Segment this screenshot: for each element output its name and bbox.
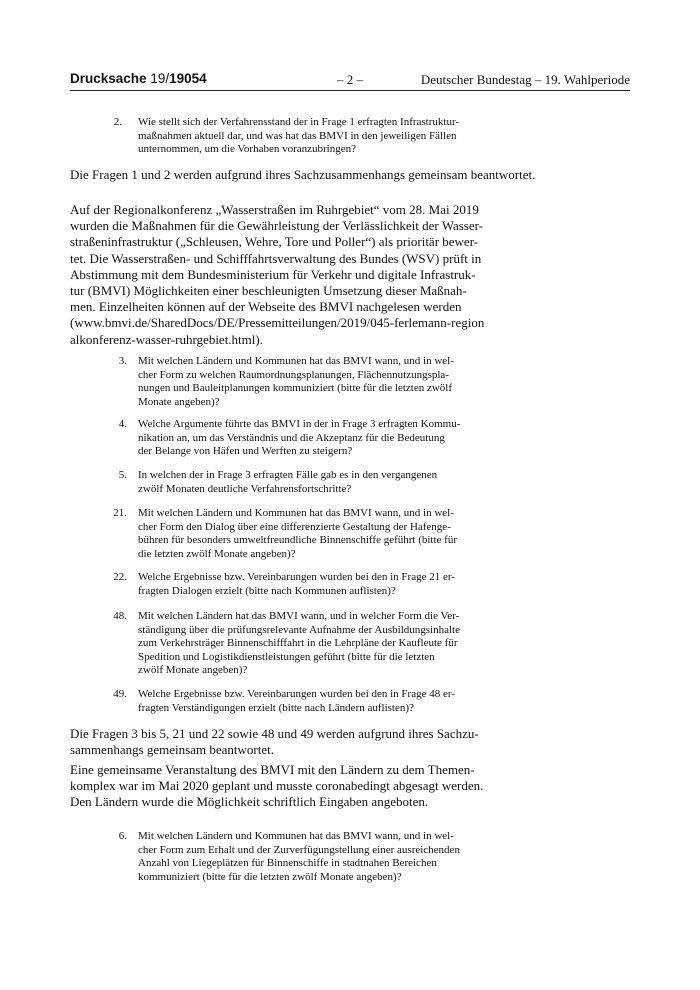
question-text [138,830,592,884]
text-line: wurden die Maßnahmen für die Gewährleistung der Verlässlichkeit der Wasser- [70,218,483,234]
text-line: men. Einzelheiten können auf der Webseite des BMVI nachgelesen werden [70,299,462,315]
answer-paragraph-4 [70,762,632,811]
text-line: nungen und Bauleitplanungen kommuniziert (bitte für die letzten zwölf [138,382,453,395]
text-line: zwölf Monate angeben)? [138,664,248,677]
text-line: tur (BMVI) Möglichkeiten einer beschleunigten Umsetzung dieser Maßnah- [70,283,467,299]
text-line: fragten Verständigungen erzielt (bitte nach Ländern auflisten)? [138,701,414,714]
text-line: Auf der Regionalkonferenz „Wasserstraßen im Ruhrgebiet“ vom 28. Mai 2019 [70,202,479,217]
text-line: cher Form den Dialog über eine differenzierte Gestaltung der Hafenge- [138,520,451,533]
drucksache-label: Drucksache [70,71,147,86]
question-number: 2. [113,116,122,128]
text-line: sammenhangs gemeinsam beantwortet. [70,742,274,758]
text-line: Monate angeben)? [138,395,220,408]
text-line: maßnahmen aktuell dar, und was hat das BMVI in den jeweiligen Fällen [138,129,457,142]
text-line: Die Fragen 3 bis 5, 21 und 22 sowie 48 und 49 werden aufgrund ihres Sachzu- [70,726,479,741]
question-text [138,116,592,157]
text-line: Abstimmung mit dem Bundesministerium für Verkehr und digitale Infrastruk- [70,266,476,282]
text-line: Mit welchen Ländern und Kommunen hat das BMVI wann, und in wel- [138,830,454,842]
number-prefix: 19/ [150,71,170,86]
text-line: Mit welchen Ländern und Kommunen hat das BMVI wann, und in wel- [138,355,454,367]
question-text [138,571,592,598]
question-number: 21. [113,507,127,519]
text-line: unternommen, um die Vorhaben voranzubringen? [138,143,357,156]
answer-paragraph-1: Die Fragen 1 und 2 werden aufgrund ihres Sachzusammenhangs gemeinsam beantwortet. [70,167,536,182]
text-line: komplex war im Mai 2020 geplant und musste coronabedingt abgesagt werden. [70,778,484,794]
page-header [70,70,630,91]
question-number: 6. [118,830,127,842]
text-line: Eine gemeinsame Veranstaltung des BMVI mit den Ländern zu dem Themen- [70,762,475,777]
question-number: 48. [113,610,127,622]
text-line: kommuniziert (bitte für die letzten zwölf Monate angeben)? [138,870,402,883]
answer-paragraph-3 [70,726,632,758]
text-line: fragten Dialogen erzielt (bitte nach Kommunen auflisten)? [138,584,396,597]
question-2 [100,116,592,166]
answer-paragraph-2 [70,202,632,348]
text-line: nikation an, um das Verständnis und die Akzeptanz für die Bedeutung [138,431,445,444]
question-number: 3. [118,355,127,367]
text-line: Welche Argumente führte das BMVI in der in Frage 3 erfragten Kommu- [138,418,461,430]
text-line: zwölf Monaten deutliche Verfahrensfortschritte? [138,482,352,495]
question-text [138,469,592,496]
question-text [138,507,592,561]
parliament-label: Deutscher Bundestag – 19. Wahlperiode [420,72,630,87]
text-line: (www.bmvi.de/SharedDocs/DE/Pressemitteilungen/2019/045-ferlemann-region [70,315,485,331]
text-line: Welche Ergebnisse bzw. Vereinbarungen wurden bei den in Frage 21 er- [138,571,455,583]
question-number: 4. [118,418,127,430]
text-line: der Belange von Häfen und Werften zu steigern? [138,445,353,458]
text-line: ständigung über die prüfungsrelevante Aufnahme der Ausbildungsinhalte [138,623,460,636]
text-line: cher Form zu welchen Raumordnungsplanungen, Flächennutzungspla- [138,368,449,381]
text-line: Den Ländern wurde die Möglichkeit schriftlich Eingaben angeboten. [70,794,429,810]
number-bold: 19054 [169,71,207,86]
question-text [138,355,592,409]
text-line: cher Form zum Erhalt und der Zurverfügungstellung einer ausreichenden [138,843,460,856]
question-text [138,418,592,459]
text-line: straßeninfrastruktur („Schleusen, Wehre, Tore und Poller“) als prioritär bewer- [70,234,479,250]
text-line: Spedition und Logistikdienstleistungen geführt (bitte für die letzten [138,650,435,663]
text-line: tet. Die Wasserstraßen- und Schifffahrtsverwaltung des Bundes (WSV) prüft in [70,250,482,266]
text-line: alkonferenz-wasser-ruhrgebiet.html). [70,331,263,347]
page-number: – 2 – [337,72,363,87]
text-line: Wie stellt sich der Verfahrensstand der in Frage 1 erfragten Infrastruktur- [138,116,460,128]
question-text [138,688,592,715]
text-line: Anzahl von Liegeplätzen für Binnenschiffe in stadtnahen Bereichen [138,857,437,870]
text-line: In welchen der in Frage 3 erfragten Fälle gab es in den vergangenen [138,469,438,481]
text-line: Mit welchen Ländern hat das BMVI wann, und in welcher Form die Ver- [138,610,460,622]
text-line: Mit welchen Ländern und Kommunen hat das BMVI wann, und in wel- [138,507,454,519]
question-number: 49. [113,688,127,700]
text-line: Welche Ergebnisse bzw. Vereinbarungen wurden bei den in Frage 48 er- [138,688,455,700]
text-line: bühren für besonders umweltfreundliche Binnenschiffe geführt (bitte für [138,534,457,547]
question-number: 22. [113,571,127,583]
question-number: 5. [118,469,127,481]
question-text [138,610,592,678]
text-line: die letzten zwölf Monate angeben)? [138,547,296,560]
text-line: zum Verkehrsträger Binnenschifffahrt in die Lehrpläne der Kaufleute für [138,637,458,650]
